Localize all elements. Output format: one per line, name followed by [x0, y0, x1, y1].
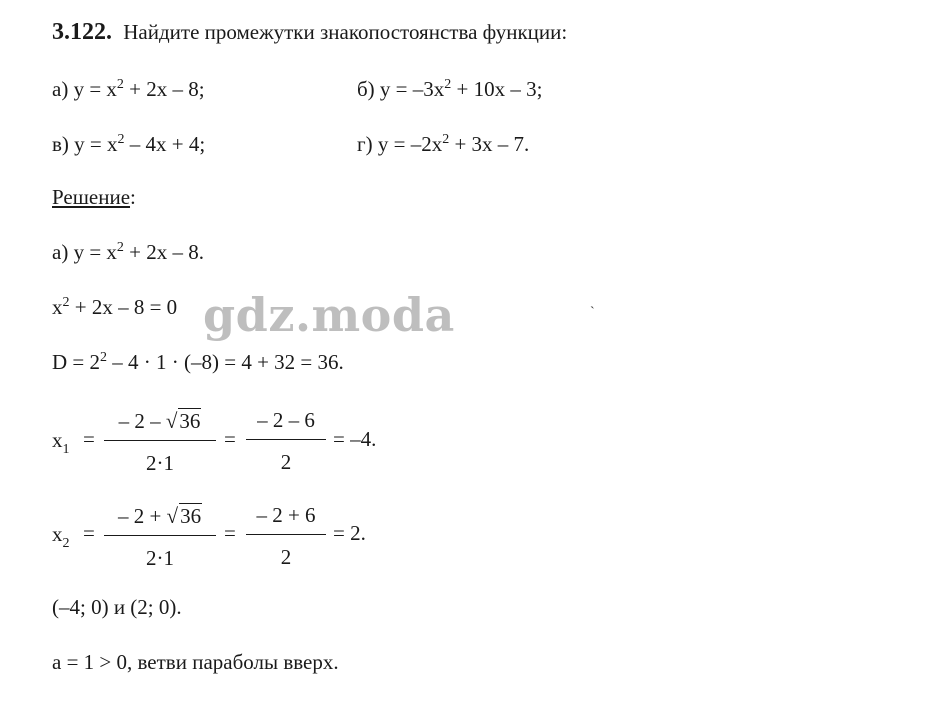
x2-fraction-1: – 2 + √36 2·1 — [104, 503, 216, 571]
x1-result: = –4. — [333, 427, 377, 451]
intersection-points: (–4; 0) и (2; 0). — [52, 595, 182, 619]
task-number: 3.122. — [52, 19, 112, 45]
x1-fraction-2: – 2 – 6 2 — [246, 408, 326, 475]
x2-label: $x_2$ — [52, 522, 70, 551]
scan-speck: ˋ — [590, 305, 595, 320]
x2-equals-2: = — [224, 521, 236, 545]
discriminant: $D = 2^2 - 4 \cdot 1 \cdot (-8) = 4 + 32 = 36$. — [52, 350, 344, 374]
item-v: в) $y = x^2 - 4x + 4$; — [52, 132, 206, 156]
item-a: а) $y = x^2 + 2x - 8$; — [52, 77, 205, 101]
parabola-conclusion: a = 1 > 0, ветви параболы вверх. — [52, 650, 339, 674]
x1-equals-2: = — [224, 427, 236, 451]
solution-a-function: а) $y = x^2 + 2x - 8$. — [52, 240, 205, 264]
quadratic-equation: $x^2 + 2x - 8 = 0$ — [52, 295, 178, 319]
task-heading — [52, 20, 567, 44]
task-text: Найдите промежутки знакопостоянства функции: — [123, 20, 568, 44]
item-b: б) $y = -3x^2 + 10x - 3$; — [357, 77, 543, 101]
x2-fraction-2: – 2 + 6 2 — [246, 503, 326, 570]
x1-label: $x_1$ — [52, 428, 70, 457]
x1-fraction-1: – 2 – √36 2·1 — [104, 408, 216, 476]
watermark-logo: gdz.moda — [203, 288, 455, 342]
x2-equals: = — [83, 521, 95, 545]
solution-heading: Решение: — [52, 185, 136, 209]
item-g: г) $y = -2x^2 + 3x - 7$. — [357, 132, 530, 156]
x1-equals: = — [83, 427, 95, 451]
x2-result: = 2. — [333, 521, 366, 545]
